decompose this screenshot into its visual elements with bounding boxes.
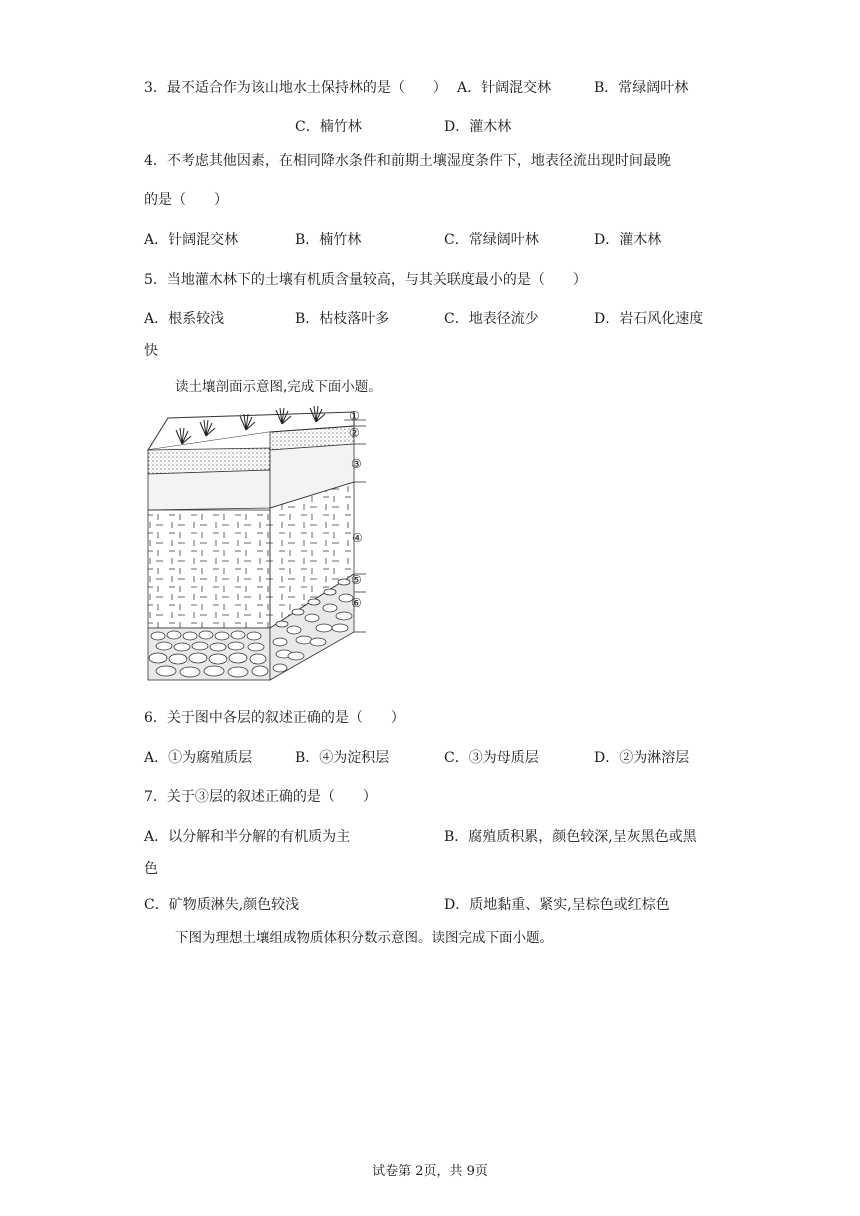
q7-option-a: A．以分解和半分解的有机质为主 xyxy=(144,829,351,845)
q7-option-c: C．矿物质淋失,颜色较浅 xyxy=(144,897,300,913)
q4-option-a: A．针阔混交林 xyxy=(144,232,239,248)
q6-option-a: A．①为腐殖质层 xyxy=(144,750,253,766)
q6-option-c: C．③为母质层 xyxy=(444,750,539,766)
label-layer-2: ② xyxy=(349,426,360,440)
soil-profile-figure xyxy=(144,404,380,684)
q3-stem: 3．最不适合作为该山地水土保持林的是（ ） xyxy=(144,80,447,96)
label-layer-1: ① xyxy=(349,409,360,423)
q5-option-c: C．地表径流少 xyxy=(444,311,539,327)
label-layer-6: ⑥ xyxy=(351,596,362,610)
q7-option-b: B．腐殖质积累，颜色较深,呈灰黑色或黑 xyxy=(444,829,697,845)
q4-option-d: D．灌木林 xyxy=(594,232,662,248)
q5-stem: 5．当地灌木林下的土壤有机质含量较高，与其关联度最小的是（ ） xyxy=(144,272,587,288)
q4-option-b: B．楠竹林 xyxy=(295,232,362,248)
q5-option-b: B．枯枝落叶多 xyxy=(295,311,390,327)
q6-stem: 6．关于图中各层的叙述正确的是（ ） xyxy=(144,710,405,726)
next-figure-intro: 下图为理想土壤组成物质体积分数示意图。读图完成下面小题。 xyxy=(175,930,553,946)
q7-option-b-wrap: 色 xyxy=(144,861,158,877)
q3-option-b: B．常绿阔叶林 xyxy=(594,80,689,96)
q3-option-d: D．灌木林 xyxy=(444,119,512,135)
q7-stem: 7．关于③层的叙述正确的是（ ） xyxy=(144,789,377,805)
page-footer: 试卷第 2页，共 9页 xyxy=(372,1164,488,1179)
q5-option-d: D．岩石风化速度 xyxy=(594,311,704,327)
label-layer-5: ⑤ xyxy=(351,573,362,587)
q7-option-d: D．质地黏重、紧实,呈棕色或红棕色 xyxy=(444,897,670,913)
q3-option-a: A．针阔混交林 xyxy=(457,80,552,96)
q3-option-c: C．楠竹林 xyxy=(295,119,362,135)
q4-stem-line2: 的是（ ） xyxy=(144,192,228,208)
q4-stem-line1: 4．不考虑其他因素，在相同降水条件和前期土壤湿度条件下，地表径流出现时间最晚 xyxy=(144,153,671,169)
q5-option-d-wrap: 快 xyxy=(144,343,158,359)
q5-option-a: A．根系较浅 xyxy=(144,311,225,327)
q4-option-c: C．常绿阔叶林 xyxy=(444,232,539,248)
label-layer-3: ③ xyxy=(351,457,362,471)
q6-option-d: D．②为淋溶层 xyxy=(594,750,690,766)
q6-option-b: B．④为淀积层 xyxy=(295,750,390,766)
soil-intro: 读土壤剖面示意图,完成下面小题。 xyxy=(175,379,382,395)
label-layer-4: ④ xyxy=(352,531,363,545)
